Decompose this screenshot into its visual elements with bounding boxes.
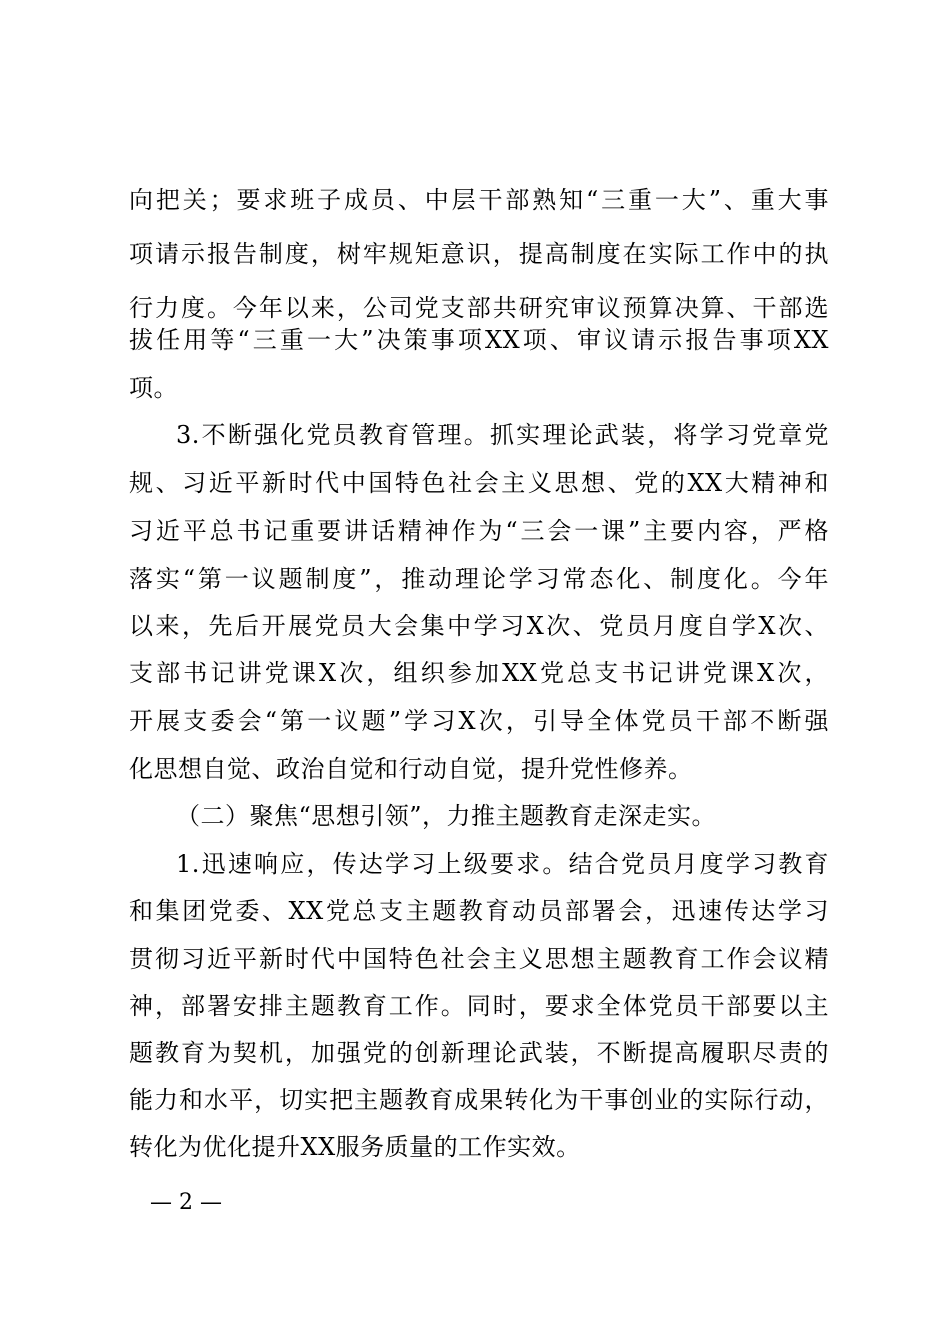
paragraph-line: 规、习近平新时代中国特色社会主义思想、党的XX大精神和 bbox=[129, 469, 829, 497]
paragraph-line: 拔任用等“三重一大”决策事项XX项、审议请示报告事项XX bbox=[129, 326, 829, 354]
paragraph-line: 转化为优化提升XX服务质量的工作实效。 bbox=[129, 1133, 581, 1161]
section-heading: （二）聚焦“思想引领”，力推主题教育走深走实。 bbox=[176, 802, 717, 830]
paragraph-line: 行力度。今年以来，公司党支部共研究审议预算决算、干部选 bbox=[129, 294, 829, 322]
paragraph-line: 落实“第一议题制度”，推动理论学习常态化、制度化。今年 bbox=[129, 565, 829, 593]
paragraph-line: 以来，先后开展党员大会集中学习X次、党员月度自学X次、 bbox=[129, 612, 829, 640]
paragraph-line: 3.不断强化党员教育管理。抓实理论武装，将学习党章党 bbox=[176, 421, 829, 449]
paragraph-line: 项请示报告制度，树牢规矩意识，提高制度在实际工作中的执 bbox=[129, 240, 829, 268]
paragraph-line: 能力和水平，切实把主题教育成果转化为干事创业的实际行动， bbox=[129, 1086, 829, 1114]
paragraph-line: 神，部署安排主题教育工作。同时，要求全体党员干部要以主 bbox=[129, 992, 829, 1020]
paragraph-line: 向把关；要求班子成员、中层干部熟知“三重一大”、重大事 bbox=[129, 186, 829, 214]
paragraph-line: 化思想自觉、政治自觉和行动自觉，提升党性修养。 bbox=[129, 755, 693, 783]
page-number: — 2 — bbox=[150, 1190, 222, 1215]
paragraph-line: 题教育为契机，加强党的创新理论武装，不断提高履职尽责的 bbox=[129, 1039, 829, 1067]
paragraph-line: 习近平总书记重要讲话精神作为“三会一课”主要内容，严格 bbox=[129, 517, 829, 545]
paragraph-line: 项。 bbox=[129, 374, 178, 402]
paragraph-line: 支部书记讲党课X次，组织参加XX党总支书记讲党课X次， bbox=[129, 659, 829, 687]
paragraph-line: 1.迅速响应，传达学习上级要求。结合党员月度学习教育 bbox=[176, 850, 829, 878]
paragraph-line: 和集团党委、XX党总支主题教育动员部署会，迅速传达学习 bbox=[129, 897, 829, 925]
paragraph-line: 开展支委会“第一议题”学习X次，引导全体党员干部不断强 bbox=[129, 707, 829, 735]
paragraph-line: 贯彻习近平新时代中国特色社会主义思想主题教育工作会议精 bbox=[129, 945, 829, 973]
